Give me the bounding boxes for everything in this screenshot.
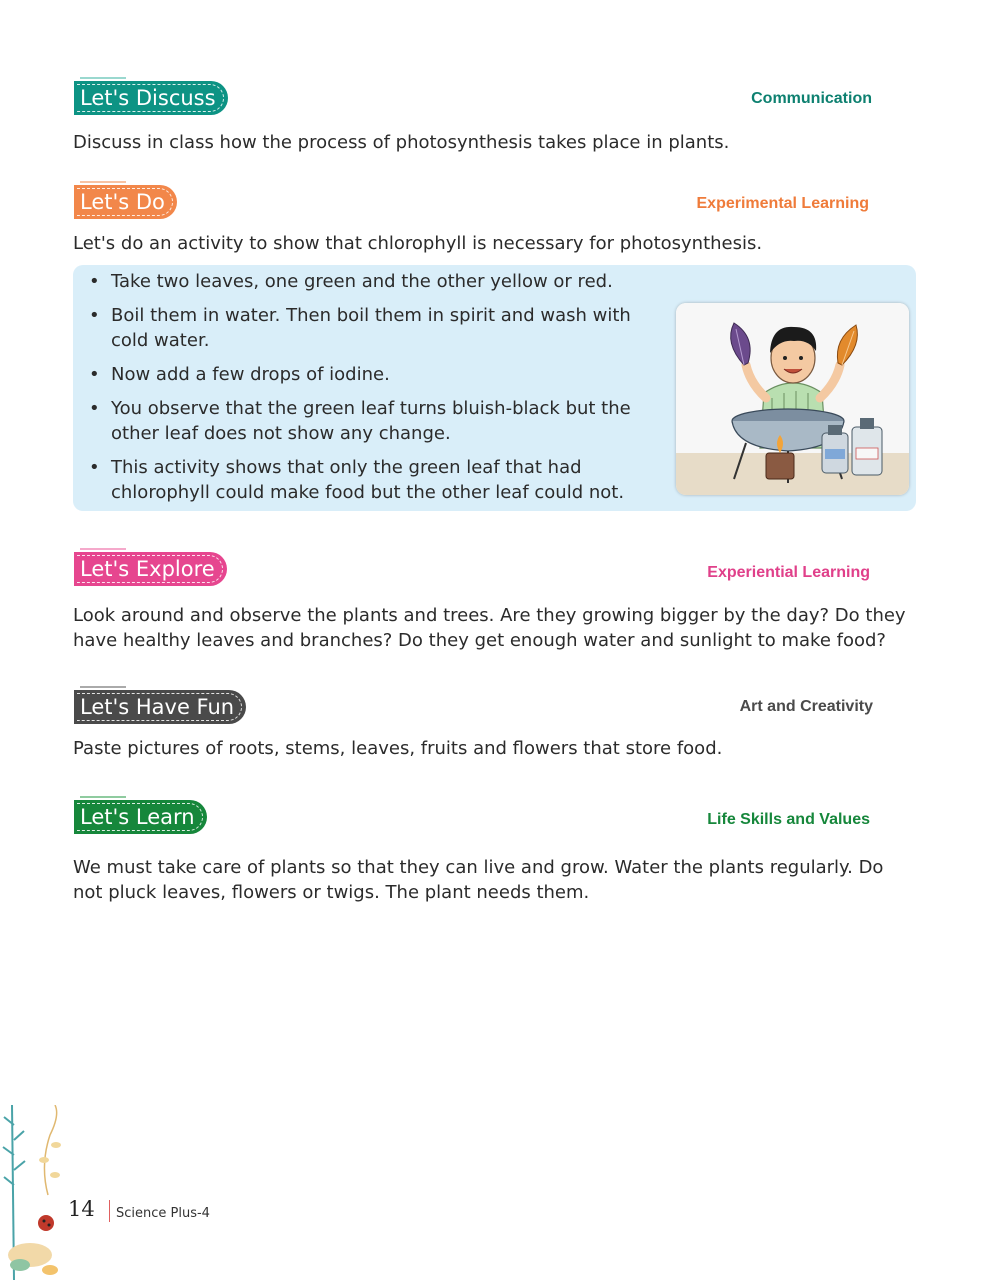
- skill-label-explore: Experiential Learning: [707, 564, 870, 581]
- activity-box: [73, 265, 916, 511]
- skill-label-discuss: Communication: [751, 90, 872, 107]
- list-item: • Now add a few drops of iodine.: [89, 364, 390, 385]
- skill-label-learn: Life Skills and Values: [707, 811, 870, 828]
- bullet-icon: •: [89, 457, 100, 478]
- tag-accent-line: [80, 548, 126, 550]
- activity-steps: [89, 269, 659, 514]
- bullet-icon: •: [89, 271, 100, 292]
- list-item: • You observe that the green leaf turns bluish-black but the other leaf does not show any change.: [89, 398, 631, 444]
- boy-boiling-leaves-illustration: [676, 303, 909, 495]
- skill-label-do: Experimental Learning: [696, 195, 869, 212]
- explore-text: Look around and observe the plants and trees. Are they growing bigger by the day? Do they have healthy leaves and branches? Do they get enough water and sunlight to make food?: [73, 605, 906, 651]
- footer-divider: [109, 1200, 110, 1222]
- bullet-icon: •: [89, 305, 100, 326]
- fun-text: Paste pictures of roots, stems, leaves, fruits and flowers that store food.: [73, 738, 723, 759]
- tag-accent-line: [80, 796, 126, 798]
- tag-accent-line: [80, 77, 126, 79]
- tag-accent-line: [80, 686, 126, 688]
- list-item: • Boil them in water. Then boil them in spirit and wash with cold water.: [89, 305, 631, 351]
- skill-label-fun: Art and Creativity: [739, 698, 873, 715]
- section-tag-discuss: Let's Discuss: [74, 81, 228, 115]
- do-intro-text: Let's do an activity to show that chlorophyll is necessary for photosynthesis.: [73, 233, 763, 254]
- floral-corner-decoration: [0, 1105, 70, 1280]
- section-tag-fun: Let's Have Fun: [74, 690, 246, 724]
- bullet-icon: •: [89, 364, 100, 385]
- bullet-icon: •: [89, 398, 100, 419]
- page-number: 14: [68, 1197, 95, 1221]
- discuss-text: Discuss in class how the process of photosynthesis takes place in plants.: [73, 132, 730, 153]
- section-tag-do: Let's Do: [74, 185, 177, 219]
- list-item: • This activity shows that only the green leaf that had chlorophyll could make food but the other leaf could not.: [89, 457, 625, 503]
- list-item: • Take two leaves, one green and the other yellow or red.: [89, 271, 613, 292]
- learn-text: We must take care of plants so that they can live and grow. Water the plants regularly. Do not pluck leaves, flowers or twigs. The plant needs them.: [73, 857, 884, 903]
- section-tag-learn: Let's Learn: [74, 800, 207, 834]
- section-tag-explore: Let's Explore: [74, 552, 227, 586]
- tag-accent-line: [80, 181, 126, 183]
- book-title: Science Plus-4: [116, 1206, 210, 1221]
